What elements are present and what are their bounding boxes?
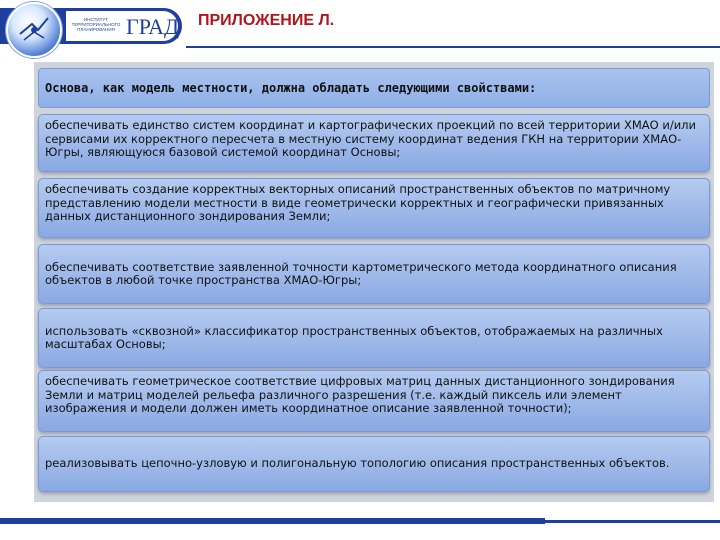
list-item: обеспечивать единство систем координат и картографических проекций по всей территории ХМАО и/или сервисами их корректного пересчета в местную систему координат ведения ГКН на территории ХМАО-Югры, являющуюся базовой системой координат Основы; [38,114,710,172]
brand-name: ГРАД [126,14,180,39]
list-item: обеспечивать соответствие заявленной точности картометрического метода координатного описания объектов в любой точке пространства ХМАО-Югры; [38,244,710,304]
intro-text: Основа, как модель местности, должна обладать следующими свойствами: [45,81,537,95]
footer-line [545,520,720,523]
title-divider [186,46,720,48]
list-item: реализовывать цепочно-узловую и полигональную топологию описания пространственных объектов. [38,436,710,492]
list-item: обеспечивать создание корректных векторных описаний пространственных объектов по матричному представлению модели местности в виде геометрически корректных и географически привязанных данных дистанционного зондирования Земли; [38,178,710,238]
intro-box [38,68,710,108]
grad-logo-icon [6,2,62,58]
footer-bar [0,518,545,524]
logo-text-block [66,11,178,41]
institute-text: ИНСТИТУТ ТЕРРИТОРИАЛЬНОГО ПЛАНИРОВАНИЯ [71,17,121,32]
list-item: использовать «сквозной» классификатор пространственных объектов, отображаемых на различных масштабах Основы; [38,308,710,368]
page-title: ПРИЛОЖЕНИЕ Л. [198,12,335,29]
list-item: обеспечивать геометрическое соответствие цифровых матриц данных дистанционного зондирования Земли и матриц моделей рельефа различного разрешения (т.е. каждый пиксель или элемент изображения и модели должен иметь координатное описание заявленной точности); [38,370,710,432]
header [0,0,720,58]
